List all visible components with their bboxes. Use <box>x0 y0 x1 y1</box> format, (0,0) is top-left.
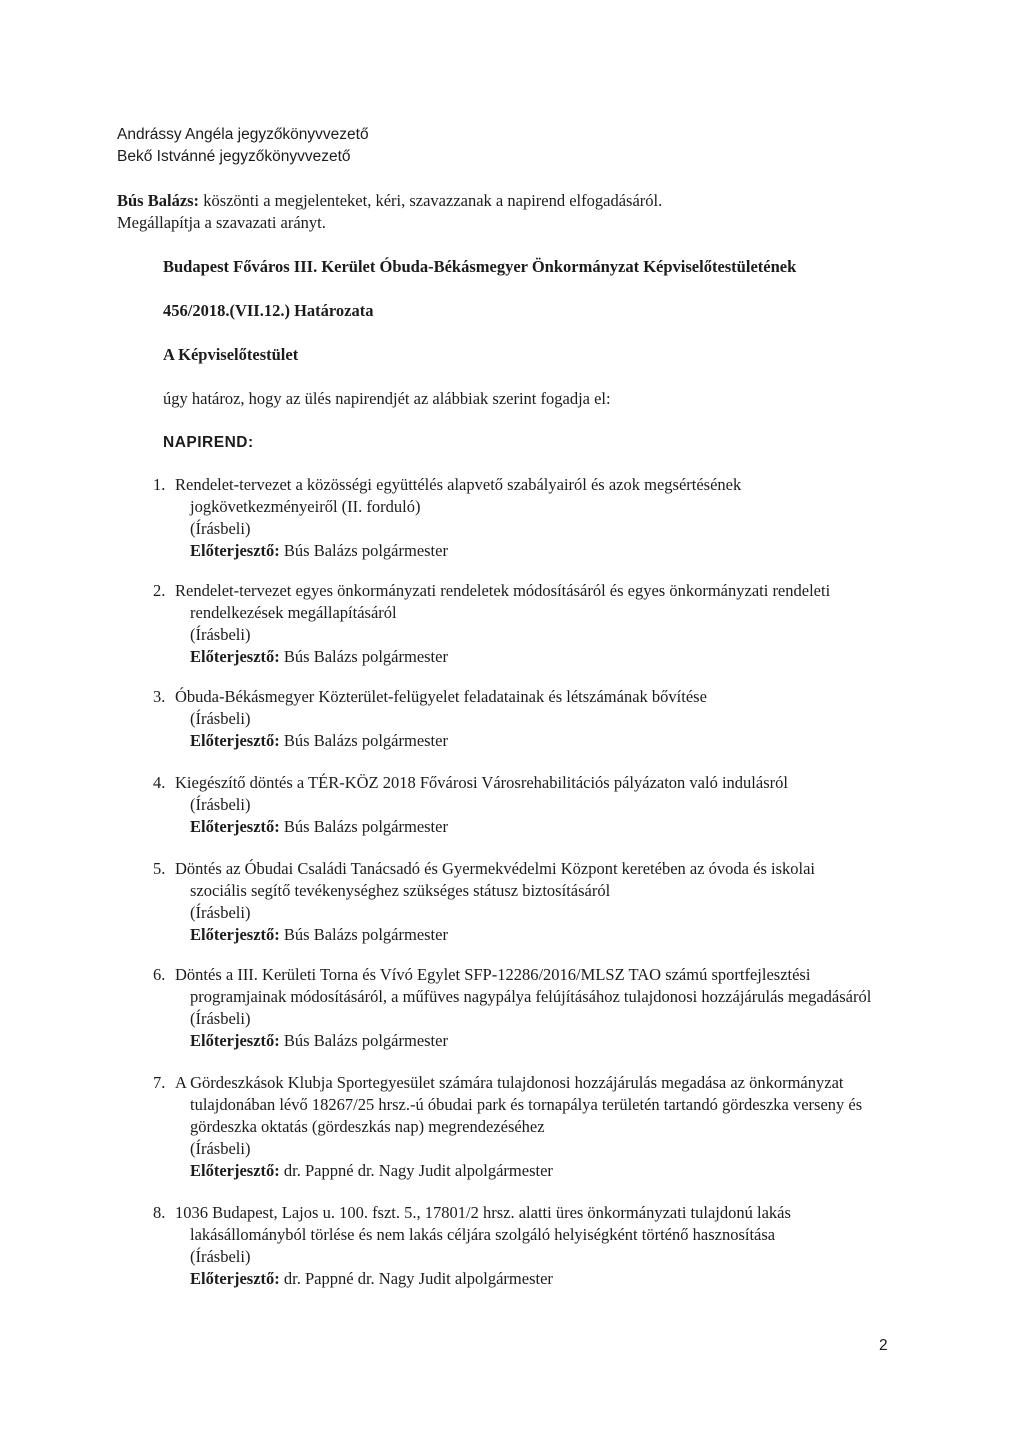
item-title-line: tulajdonában lévő 18267/25 hrsz.-ú óbudai park és tornapálya területén tartandó gördeszka verseny és <box>190 1095 863 1114</box>
item-number: 1. <box>153 475 166 494</box>
minute-taker-2: Bekő Istvánné jegyzőkönyvvezető <box>117 148 351 165</box>
item-title-line: Rendelet-tervezet egyes önkormányzati rendeletek módosításáról és egyes önkormányzati rendeleti <box>175 581 831 600</box>
item-presenter <box>190 646 975 668</box>
agenda-item-4 <box>153 772 975 838</box>
presenter-label: Előterjesztő: <box>190 925 280 944</box>
item-title-line: A Gördeszkások Klubja Sportegyesület számára tulajdonosi hozzájárulás megadása az önkormányzat <box>175 1073 844 1092</box>
speaker-name: Bús Balázs: <box>117 191 200 210</box>
intro-line-2: Megállapítja a szavazati arányt. <box>117 213 326 232</box>
item-title-line: Rendelet-tervezet a közösségi együttélés alapvető szabályairól és azok megsértésének <box>175 475 742 494</box>
item-number: 3. <box>153 687 166 706</box>
item-title-line: lakásállományból törlése és nem lakás céljára szolgáló helyiségként történő hasznosítása <box>190 1225 776 1244</box>
agenda-item-3 <box>153 686 975 752</box>
item-title-line: gördeszka oktatás (gördeszkás nap) megrendezéséhez <box>190 1117 545 1136</box>
presenter-name: Bús Balázs polgármester <box>279 817 448 836</box>
item-title-line: Döntés a III. Kerületi Torna és Vívó Egylet SFP-12286/2016/MLSZ TAO számú sportfejlesztési <box>175 965 811 984</box>
page-number: 2 <box>879 1337 888 1354</box>
item-title-line: jogkövetkezményeiről (II. forduló) <box>190 497 421 516</box>
item-presenter <box>190 1268 975 1290</box>
presenter-name: Bús Balázs polgármester <box>279 541 448 560</box>
presenter-label: Előterjesztő: <box>190 1269 280 1288</box>
agenda-label: NAPIREND: <box>163 434 254 451</box>
agenda-item-2 <box>153 580 975 668</box>
item-presenter <box>190 816 975 838</box>
item-title-line: rendelkezések megállapításáról <box>190 603 397 622</box>
item-type: (Írásbeli) <box>190 1009 251 1028</box>
presenter-label: Előterjesztő: <box>190 1161 280 1180</box>
agenda-item-8 <box>153 1202 975 1290</box>
item-presenter <box>190 924 975 946</box>
item-number: 7. <box>153 1073 166 1092</box>
item-presenter <box>190 1030 975 1052</box>
presenter-label: Előterjesztő: <box>190 647 280 666</box>
presenter-label: Előterjesztő: <box>190 731 280 750</box>
item-number: 6. <box>153 965 166 984</box>
item-type: (Írásbeli) <box>190 709 251 728</box>
body-title: A Képviselőtestület <box>163 345 299 364</box>
item-number: 4. <box>153 773 166 792</box>
item-type: (Írásbeli) <box>190 625 251 644</box>
presenter-name: dr. Pappné dr. Nagy Judit alpolgármester <box>279 1161 553 1180</box>
agenda-item-7 <box>153 1072 975 1182</box>
presenter-name: dr. Pappné dr. Nagy Judit alpolgármester <box>279 1269 553 1288</box>
agenda-item-6 <box>153 964 975 1052</box>
item-type: (Írásbeli) <box>190 903 251 922</box>
decision-text: úgy határoz, hogy az ülés napirendjét az alábbiak szerint fogadja el: <box>163 389 611 408</box>
resolution-heading: Budapest Főváros III. Kerület Óbuda-Békásmegyer Önkormányzat Képviselőtestületének <box>163 257 797 276</box>
item-title-line: Kiegészítő döntés a TÉR-KÖZ 2018 Fővárosi Városrehabilitációs pályázaton való indulásról <box>175 773 788 792</box>
item-type: (Írásbeli) <box>190 1247 251 1266</box>
item-title-line: Óbuda-Békásmegyer Közterület-felügyelet feladatainak és létszámának bővítése <box>175 687 707 706</box>
item-title-line: programjainak módosításáról, a műfüves nagypálya felújításához tulajdonosi hozzájárulás megadásáról <box>190 987 872 1006</box>
presenter-label: Előterjesztő: <box>190 541 280 560</box>
presenter-label: Előterjesztő: <box>190 1031 280 1050</box>
item-number: 5. <box>153 859 166 878</box>
item-type: (Írásbeli) <box>190 795 251 814</box>
presenter-name: Bús Balázs polgármester <box>279 925 448 944</box>
resolution-number: 456/2018.(VII.12.) Határozata <box>163 301 374 320</box>
minute-taker-1: Andrássy Angéla jegyzőkönyvvezető <box>117 126 369 143</box>
item-presenter <box>190 1160 975 1182</box>
presenter-name: Bús Balázs polgármester <box>279 1031 448 1050</box>
agenda-item-5 <box>153 858 975 946</box>
item-presenter <box>190 730 975 752</box>
presenter-name: Bús Balázs polgármester <box>279 731 448 750</box>
intro-paragraph <box>117 190 662 212</box>
intro-text: köszönti a megjelenteket, kéri, szavazzanak a napirend elfogadásáról. <box>199 191 663 210</box>
agenda-item-1 <box>153 474 975 562</box>
item-type: (Írásbeli) <box>190 519 251 538</box>
item-number: 2. <box>153 581 166 600</box>
item-title-line: Döntés az Óbudai Családi Tanácsadó és Gyermekvédelmi Központ keretében az óvoda és iskolai <box>175 859 815 878</box>
item-title-line: szociális segítő tevékenységhez szükséges státusz biztosításáról <box>190 881 611 900</box>
item-presenter <box>190 540 975 562</box>
item-title-line: 1036 Budapest, Lajos u. 100. fszt. 5., 17801/2 hrsz. alatti üres önkormányzati tulajdonú lakás <box>175 1203 791 1222</box>
item-number: 8. <box>153 1203 166 1222</box>
item-type: (Írásbeli) <box>190 1139 251 1158</box>
presenter-name: Bús Balázs polgármester <box>279 647 448 666</box>
presenter-label: Előterjesztő: <box>190 817 280 836</box>
